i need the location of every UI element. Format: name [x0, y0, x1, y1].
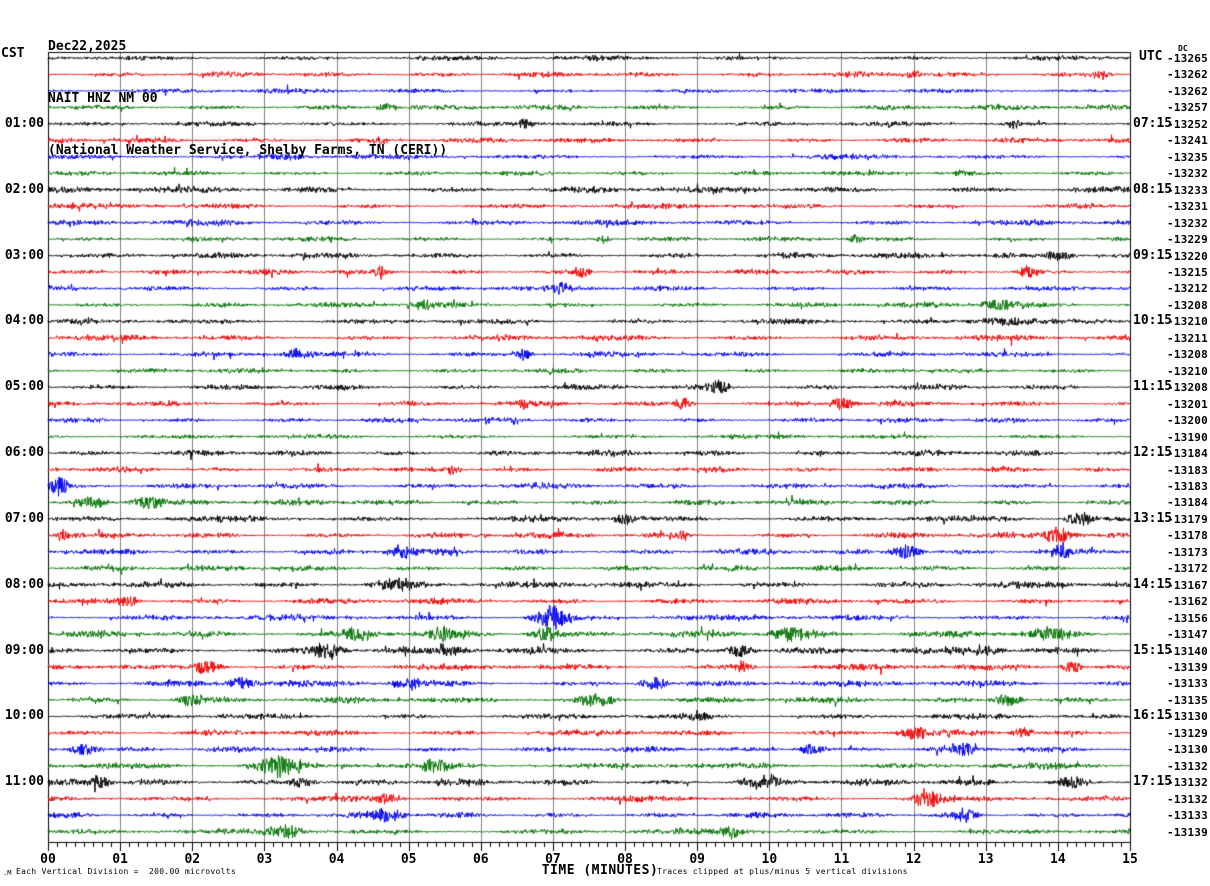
utc-hour-label: 17:15: [1133, 774, 1173, 790]
minute-tick-label: 14: [1050, 852, 1066, 867]
cst-hour-label: 04:00: [4, 313, 44, 329]
vertical-scale-note: Each Vertical Division = 200.00 microvolts: [16, 867, 237, 876]
minute-tick-label: 04: [328, 852, 345, 867]
dc-offset-value: -13241: [1167, 134, 1208, 148]
dc-column-header: DC: [1178, 44, 1188, 53]
title-block: [48, 2, 447, 196]
minute-tick-label: 12: [905, 852, 922, 867]
utc-hour-label: 16:15: [1133, 708, 1173, 724]
utc-hour-label: 15:15: [1133, 642, 1173, 658]
dc-offset-value: -13130: [1167, 710, 1208, 724]
dc-offset-value: -13220: [1167, 249, 1208, 263]
dc-offset-value: -13208: [1167, 298, 1208, 312]
dc-offset-value: -13262: [1167, 68, 1208, 82]
dc-offset-value: -13235: [1167, 150, 1208, 164]
cst-hour-label: 10:00: [4, 708, 44, 724]
utc-hour-label: 10:15: [1133, 313, 1173, 329]
dc-offset-value: -13215: [1167, 265, 1208, 279]
cst-hour-label: 05:00: [4, 379, 44, 395]
dc-offset-value: -13190: [1167, 430, 1208, 444]
dc-offset-value: -13133: [1167, 809, 1208, 823]
dc-offset-value: -13257: [1167, 101, 1208, 115]
utc-hour-label: 08:15: [1133, 181, 1173, 197]
dc-offset-value: -13208: [1167, 348, 1208, 362]
cst-hour-label: 09:00: [4, 642, 44, 658]
dc-offset-value: -13172: [1167, 562, 1208, 576]
dc-offset-value: -13212: [1167, 282, 1208, 296]
left-timezone-label: CST: [1, 46, 25, 61]
cst-hour-label: 03:00: [4, 247, 44, 263]
minute-tick-label: 10: [761, 852, 778, 867]
dc-offset-value: -13183: [1167, 463, 1208, 477]
dc-offset-value: -13252: [1167, 117, 1208, 131]
dc-offset-value: -13232: [1167, 167, 1208, 181]
dc-offset-value: -13265: [1167, 52, 1208, 65]
dc-offset-value: -13210: [1167, 364, 1208, 378]
cst-hour-label: 06:00: [4, 445, 44, 461]
utc-hour-label: 11:15: [1133, 379, 1173, 395]
utc-hour-label: 07:15: [1133, 115, 1173, 131]
minute-tick-label: 08: [617, 852, 633, 867]
dc-offset-value: -13132: [1167, 759, 1208, 773]
dc-offset-value: -13210: [1167, 315, 1208, 329]
utc-hour-label: 12:15: [1133, 445, 1173, 461]
dc-offset-value: -13156: [1167, 611, 1208, 625]
cst-hour-label: 08:00: [4, 576, 44, 592]
cst-hour-label: 11:00: [4, 774, 44, 790]
minute-tick-label: 15: [1122, 852, 1138, 867]
title-date: Dec22,2025: [48, 39, 127, 54]
minute-tick-label: 01: [112, 852, 128, 867]
minute-tick-label: 03: [256, 852, 273, 867]
dc-offset-value: -13200: [1167, 414, 1208, 428]
title-station-source: (National Weather Service, Shelby Farms, TN (CERI)): [48, 143, 448, 158]
dc-offset-value: -13162: [1167, 595, 1208, 609]
dc-offset-value: -13184: [1167, 496, 1208, 510]
minute-tick-label: 00: [40, 852, 56, 867]
dc-offset-value: -13178: [1167, 529, 1208, 543]
dc-offset-value: -13173: [1167, 545, 1208, 559]
x-axis-title: TIME (MINUTES): [541, 863, 659, 878]
utc-hour-label: 13:15: [1133, 510, 1173, 526]
minute-tick-label: 06: [472, 852, 489, 867]
dc-offset-value: -13184: [1167, 447, 1208, 461]
dc-offset-value: -13231: [1167, 200, 1208, 214]
title-station-code: NAIT HNZ NM 00: [48, 91, 158, 106]
dc-offset-value: -13179: [1167, 512, 1208, 526]
minute-tick-label: 05: [400, 852, 417, 867]
dc-offset-value: -13183: [1167, 479, 1208, 493]
dc-offset-value: -13201: [1167, 397, 1208, 411]
cst-hour-label: 07:00: [4, 510, 44, 526]
minute-tick-label: 13: [977, 852, 994, 867]
dc-offset-value: -13208: [1167, 381, 1208, 395]
minute-tick-label: 11: [833, 852, 850, 867]
right-timezone-label: UTC: [1139, 49, 1163, 64]
watermark-glyph: .M: [3, 869, 12, 877]
minute-tick-label: 09: [689, 852, 706, 867]
dc-offset-value: -13229: [1167, 233, 1208, 247]
dc-offset-value: -13167: [1167, 578, 1208, 592]
dc-offset-value: -13133: [1167, 677, 1208, 691]
dc-offset-value: -13262: [1167, 84, 1208, 98]
dc-offset-value: -13135: [1167, 693, 1208, 707]
cst-hour-label: 01:00: [4, 115, 44, 131]
clipping-note: Traces clipped at plus/minus 5 vertical divisions: [657, 867, 908, 876]
minute-tick-label: 07: [545, 852, 561, 867]
dc-offset-value: -13233: [1167, 183, 1208, 197]
dc-offset-value: -13211: [1167, 331, 1208, 345]
utc-hour-label: 14:15: [1133, 576, 1173, 592]
dc-offset-value: -13139: [1167, 825, 1208, 839]
dc-offset-value: -13147: [1167, 628, 1208, 642]
dc-offset-value: -13132: [1167, 776, 1208, 790]
dc-offset-value: -13232: [1167, 216, 1208, 230]
dc-offset-value: -13140: [1167, 644, 1208, 658]
dc-offset-value: -13129: [1167, 726, 1208, 740]
dc-offset-value: -13139: [1167, 661, 1208, 675]
dc-offset-value: -13132: [1167, 792, 1208, 806]
utc-hour-label: 09:15: [1133, 247, 1173, 263]
minute-tick-label: 02: [184, 852, 201, 867]
dc-offset-value: -13130: [1167, 743, 1208, 757]
cst-hour-label: 02:00: [4, 181, 44, 197]
